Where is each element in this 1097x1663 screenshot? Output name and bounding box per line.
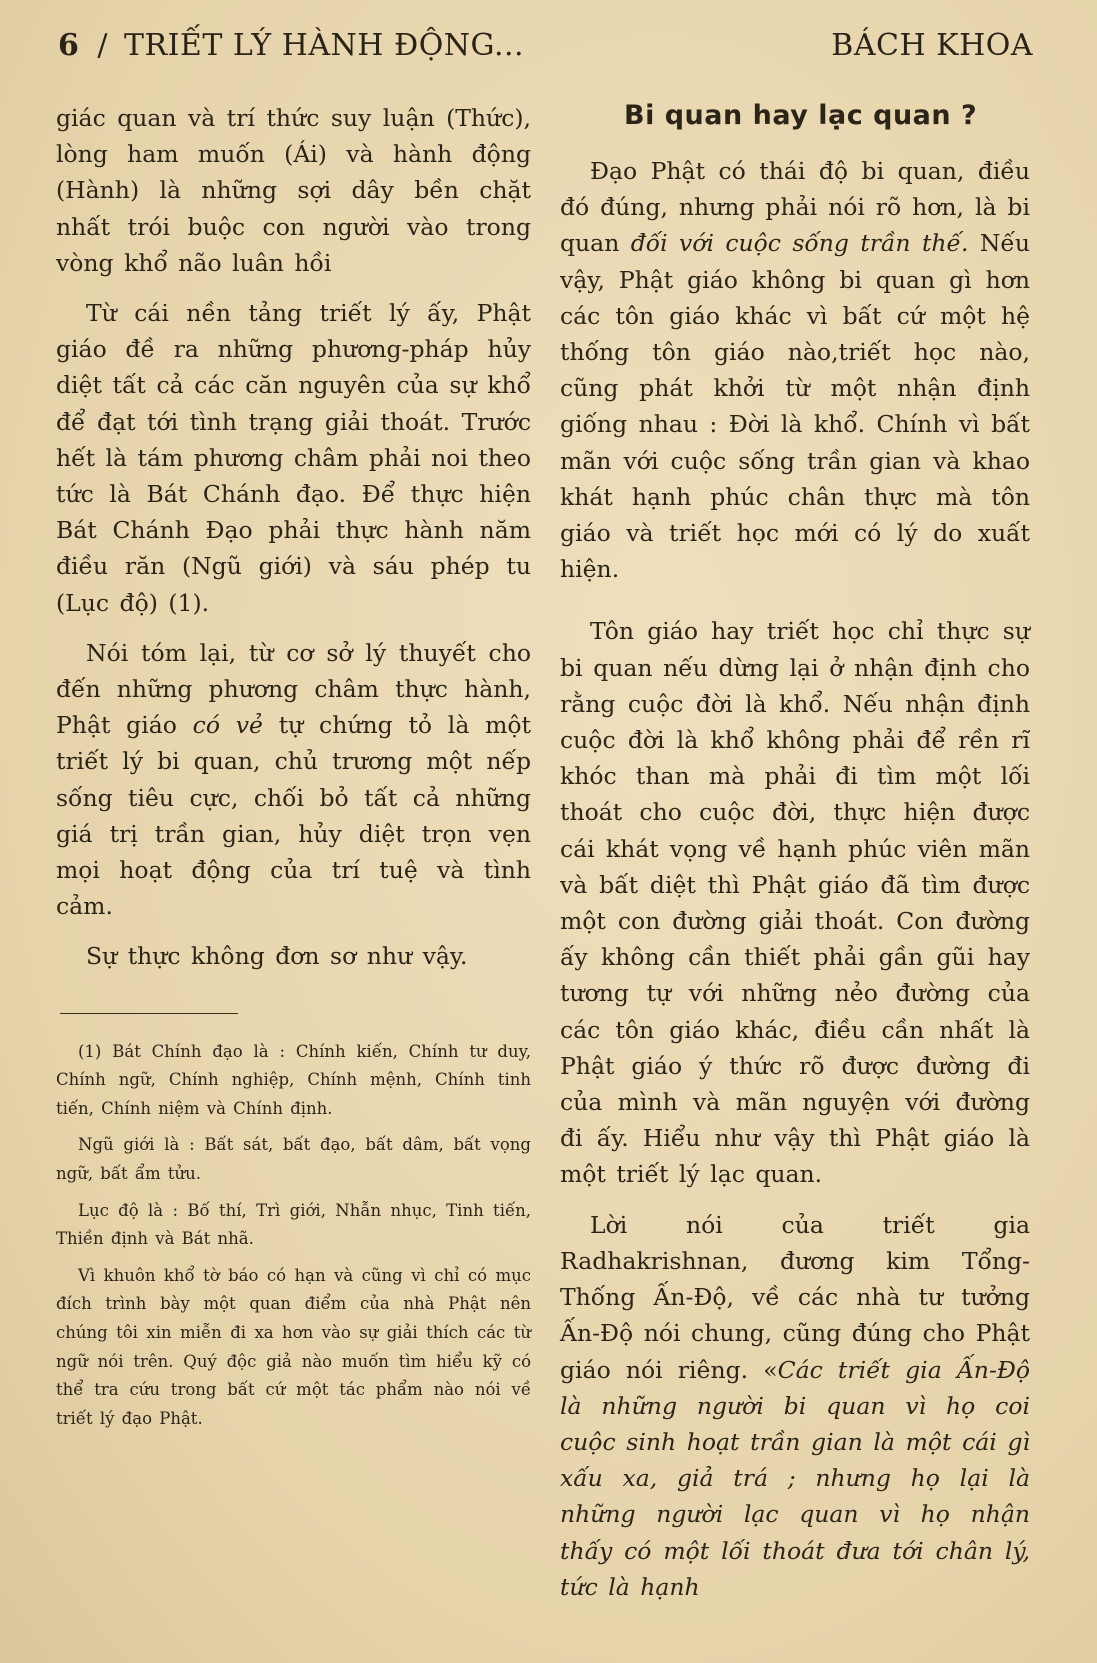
paragraph xyxy=(560,1207,1030,1605)
text-run: tự chứng tỏ là một triết lý bi quan, chủ trương một nếp sống tiêu cực, chối bỏ tất cả những giá trị trần gian, hủy diệt trọn vẹn mọi hoạt động của trí tuệ và tình cảm. xyxy=(56,711,531,921)
text-run: Đạo Phật có thái độ bi quan, điều đó đúng, nhưng phải nói rõ hơn, là bi quan xyxy=(560,157,1030,258)
paragraph: Sự thực không đơn sơ như vậy. xyxy=(86,942,468,971)
paragraph xyxy=(560,153,1030,587)
emphasis: có vẻ xyxy=(192,711,263,740)
text-run: Nếu vậy, Phật giáo không bi quan gì hơn các tôn giáo khác vì bất cứ một hệ thống tôn giáo nào,triết học nào, cũng phát khởi từ một nhận định giống nhau : Đời là khổ. Chính vì bất mãn với cuộc sống trần gian và khao khát hạnh phúc chân thực mà tôn giáo và triết học mới có lý do xuất hiện. xyxy=(560,229,1030,584)
paragraph: giác quan và trí thức suy luận (Thức), lòng ham muốn (Ái) và hành động (Hành) là những sợi dây bền chặt nhất trói buộc con người vào trong vòng khổ não luân hồi xyxy=(56,104,531,277)
paragraph: Từ cái nền tảng triết lý ấy, Phật giáo đề ra những phương-pháp hủy diệt tất cả các căn nguyên của sự khổ để đạt tới tình trạng giải thoát. Trước hết là tám phương châm phải noi theo tức là Bát Chánh đạo. Để thực hiện Bát Chánh Đạo phải thực hành năm điều răn (Ngũ giới) và sáu phép tu (Lục độ) (1). xyxy=(56,299,531,617)
paragraph: Tôn giáo hay triết học chỉ thực sự bi quan nếu dừng lại ở nhận định cho rằng cuộc đời là khổ. Nếu nhận định cuộc đời là khổ không phải để rền rĩ khóc than mà phải đi tìm một lối thoát cho cuộc đời, thực hiện được cái khát vọng về hạnh phúc viên mãn và bất diệt thì Phật giáo đã tìm được một con đường giải thoát. Con đường ấy không cần thiết phải gần gũi hay tương tự với những nẻo đường của các tôn giáo khác, điều cần nhất là Phật giáo ý thức rõ được đường đi của mình và mãn nguyện với đường đi ấy. Hiểu như vậy thì Phật giáo là một triết lý lạc quan. xyxy=(560,617,1030,1189)
section-heading: Bi quan hay lạc quan ? xyxy=(624,100,978,131)
left-column xyxy=(56,100,531,1441)
running-title: TRIẾT LÝ HÀNH ĐỘNG... xyxy=(123,28,525,63)
footnote: Ngũ giới là : Bất sát, bất đạo, bất dâm, bất vọng ngữ, bất ẩm tửu. xyxy=(56,1135,531,1184)
emphasis: đối với cuộc sống trần thế. xyxy=(630,229,969,258)
right-column xyxy=(560,100,1030,1619)
footnote-divider xyxy=(60,1013,238,1014)
footnote: Lục độ là : Bố thí, Trì giới, Nhẫn nhục, Tinh tiến, Thiền định và Bát nhã. xyxy=(56,1200,531,1249)
emphasis: Các triết gia Ấn-Độ là những người bi quan vì họ coi cuộc sinh hoạt trần gian là một cái gì xấu xa, giả trá ; nhưng họ lại là những người lạc quan vì họ nhận thấy có một lối thoát đưa tới chân lý, tức là hạnh xyxy=(560,1355,1030,1601)
page-number: 6 xyxy=(58,28,80,63)
page-header xyxy=(58,28,1033,72)
magazine-name: BÁCH KHOA xyxy=(831,28,1033,63)
paragraph xyxy=(56,635,531,925)
header-left xyxy=(58,28,524,63)
footnote: Vì khuôn khổ tờ báo có hạn và cũng vì chỉ có mục đích trình bày một quan điểm của nhà Phật nên chúng tôi xin miễn đi xa hơn vào sự giải thích các từ ngữ nói trên. Quý độc giả nào muốn tìm hiểu kỹ có thể tra cứu trong bất cứ một tác phẩm nào nói về triết lý đạo Phật. xyxy=(56,1265,531,1428)
footnote: (1) Bát Chính đạo là : Chính kiến, Chính tư duy, Chính ngữ, Chính nghiệp, Chính mệnh, Chính tinh tiến, Chính niệm và Chính định. xyxy=(56,1041,531,1118)
text-run: Lời nói của triết gia Radhakrishnan, đương kim Tổng-Thống Ấn-Độ, về các nhà tư tưởng Ấn-Độ nói chung, cũng đúng cho Phật giáo nói riêng. « xyxy=(560,1210,1030,1384)
text-run: Nói tóm lại, từ cơ sở lý thuyết cho đến những phương châm thực hành, Phật giáo xyxy=(56,638,531,740)
header-separator: / xyxy=(97,28,108,63)
